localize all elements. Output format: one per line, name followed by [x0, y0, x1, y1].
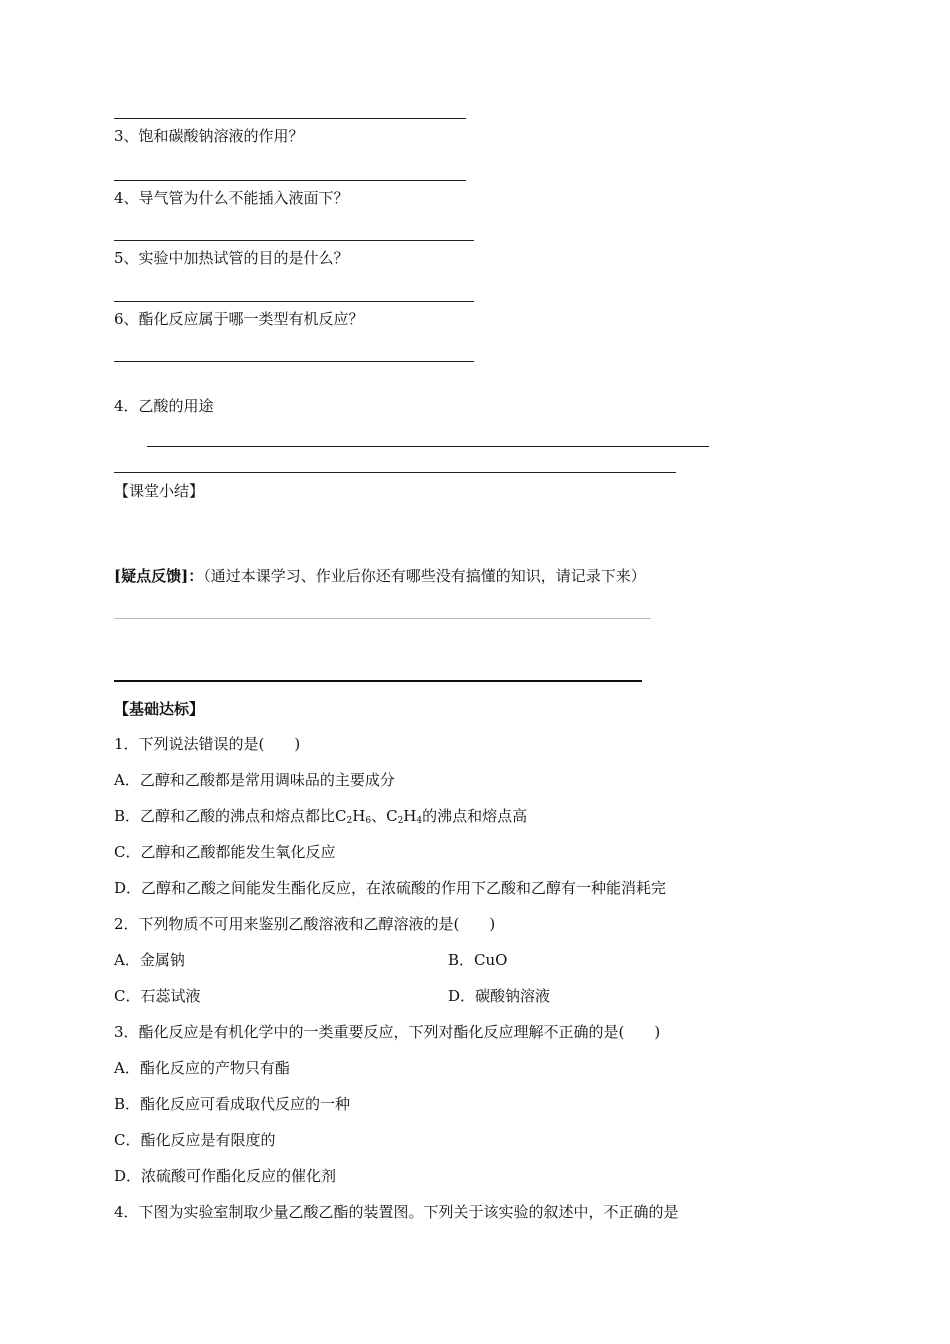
exercise-2-option-c: C．石蕊试液	[114, 987, 201, 1005]
exercise-1-stem: 1．下列说法错误的是( )	[114, 735, 301, 753]
answer-line[interactable]	[114, 240, 474, 241]
exercise-2-option-d: D．碳酸钠溶液	[448, 987, 551, 1005]
exercise-2-stem: 2．下列物质不可用来鉴别乙酸溶液和乙醇溶液的是( )	[114, 915, 496, 933]
question-3: 3、饱和碳酸钠溶液的作用？	[114, 127, 304, 145]
exercise-3-stem: 3．酯化反应是有机化学中的一类重要反应，下列对酯化反应理解不正确的是( )	[114, 1023, 661, 1041]
feedback-colon: ：	[188, 567, 204, 585]
feedback-label: [疑点反馈]	[114, 567, 189, 585]
answer-line[interactable]	[114, 118, 466, 119]
exercise-2-option-a: A．金属钠	[114, 951, 185, 969]
exercise-3-option-b: B．酯化反应可看成取代反应的一种	[114, 1095, 351, 1113]
exercise-3-option-c: C．酯化反应是有限度的	[114, 1131, 276, 1149]
answer-line[interactable]	[147, 446, 709, 447]
exercise-3-option-a: A．酯化反应的产物只有酯	[114, 1059, 290, 1077]
exercise-3-option-d: D．浓硫酸可作酯化反应的催化剂	[114, 1167, 337, 1185]
question-4: 4、导气管为什么不能插入液面下？	[114, 189, 349, 207]
exercise-4-stem: 4．下图为实验室制取少量乙酸乙酯的装置图。下列关于该实验的叙述中，不正确的是	[114, 1203, 679, 1221]
exercise-1-option-d: D．乙醇和乙酸之间能发生酯化反应，在浓硫酸的作用下乙酸和乙醇有一种能消耗完	[114, 879, 667, 897]
answer-line[interactable]	[114, 680, 642, 682]
feedback-instruction: （通过本课学习、作业后你还有哪些没有搞懂的知识，请记录下来）	[203, 567, 646, 585]
answer-line[interactable]	[114, 618, 651, 619]
answer-line[interactable]	[114, 180, 466, 181]
basic-practice-heading: 【基础达标】	[114, 700, 205, 718]
answer-line[interactable]	[114, 361, 474, 362]
answer-line[interactable]	[114, 472, 676, 473]
section-acetic-acid-uses: 4．乙酸的用途	[114, 397, 214, 415]
class-summary-heading: 【课堂小结】	[114, 482, 205, 500]
question-5: 5、实验中加热试管的目的是什么？	[114, 249, 349, 267]
answer-line[interactable]	[114, 301, 474, 302]
exercise-1-option-b: B．乙醇和乙酸的沸点和熔点都比$C_2H_6$、$C_2H_4$的沸点和熔点高	[114, 807, 528, 826]
exercise-2-option-b: B．CuO	[448, 951, 508, 969]
exercise-1-option-c: C．乙醇和乙酸都能发生氧化反应	[114, 843, 336, 861]
question-6: 6、酯化反应属于哪一类型有机反应？	[114, 310, 364, 328]
exercise-1-option-a: A．乙醇和乙酸都是常用调味品的主要成分	[114, 771, 395, 789]
feedback-prompt	[114, 566, 646, 586]
